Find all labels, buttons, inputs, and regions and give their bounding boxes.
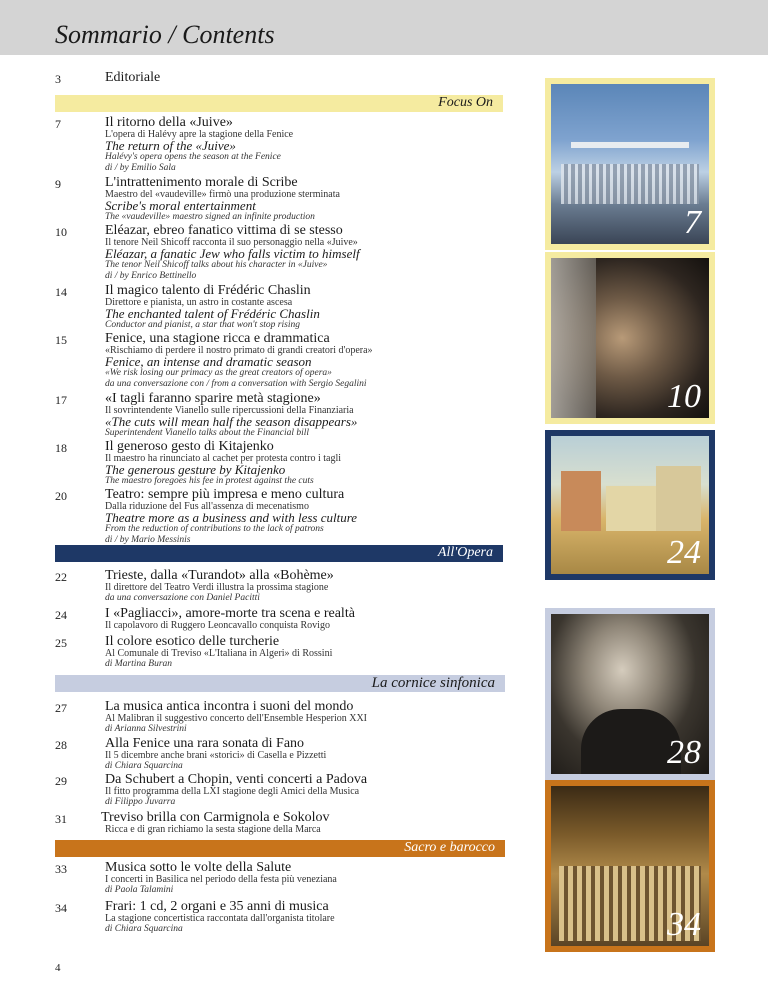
entry-subtitle: Il maestro ha rinunciato al cachet per protesta contro i tagli (105, 453, 342, 464)
section-bar-focus-on (55, 95, 503, 112)
entry-title: Musica sotto le volte della Salute (105, 860, 292, 875)
section-bar-all-opera (55, 545, 503, 562)
page-number: 34 (55, 901, 67, 915)
entry-subtitle-en: The tenor Neil Shicoff talks about his character in «Juive» (105, 260, 328, 270)
page-number: 10 (55, 225, 67, 239)
thumb-page-28[interactable] (545, 608, 715, 780)
entry-title: Da Schubert a Chopin, venti concerti a Padova (105, 772, 368, 787)
entry-title-en: The return of the «Juive» (105, 138, 236, 153)
entry-author: di / by Enrico Bettinello (105, 271, 197, 281)
image-page-number: 28 (667, 734, 701, 771)
page-title: Sommario / Contents (55, 20, 275, 49)
image-page-number: 34 (667, 906, 701, 943)
entry-subtitle-en: The maestro foregoes his fee in protest against the cuts (105, 476, 314, 486)
entry-author: di Arianna Silvestrini (105, 724, 187, 734)
page-number: 3 (55, 72, 61, 86)
thumb-page-24[interactable] (545, 430, 715, 580)
entry-title-en: The generous gesture by Kitajenko (105, 462, 286, 477)
entry-author: da una conversazione con Daniel Pacitti (105, 593, 260, 603)
entry-title: Frari: 1 cd, 2 organi e 35 anni di musica (105, 899, 329, 914)
entry-subtitle-en: Superintendent Vianello talks about the Financial bill (105, 428, 310, 438)
entry-title: I «Pagliacci», amore-morte tra scena e realtà (105, 606, 355, 621)
entry-subtitle: Al Malibran il suggestivo concerto dell'Ensemble Hesperion XXI (105, 713, 368, 724)
entry-title: Treviso brilla con Carmignola e Sokolov (101, 810, 330, 825)
entry-title-en: Scribe's moral entertainment (105, 198, 256, 213)
entry-author: di / by Emilio Sala (105, 163, 176, 173)
entry-subtitle: Direttore e pianista, un astro in costante ascesa (105, 297, 293, 308)
entry-subtitle-en: The «vaudeville» maestro signed an infinite production (105, 212, 315, 222)
page-number: 20 (55, 489, 67, 503)
entry-title: Il magico talento di Frédéric Chaslin (105, 283, 311, 298)
entry-title-en: «The cuts will mean half the season disappears» (105, 414, 358, 429)
entry-author: di Filippo Juvarra (105, 797, 176, 807)
page-number: 25 (55, 636, 67, 650)
entry-subtitle-en: Conductor and pianist, a star that won't stop rising (105, 320, 300, 330)
entry-subtitle: «Rischiamo di perdere il nostro primato di grandi creatori d'opera» (105, 345, 373, 356)
entry-author: di / by Mario Messinis (105, 535, 191, 545)
entry-author: da una conversazione con / from a conversation with Sergio Segalini (105, 379, 367, 389)
entry-subtitle: Il 5 dicembre anche brani «storici» di Casella e Pizzetti (105, 750, 327, 761)
entry-title: Teatro: sempre più impresa e meno cultura (105, 487, 345, 502)
section-title: La cornice sinfonica (371, 675, 495, 691)
entry-author: di Chiara Squarcina (105, 924, 183, 934)
entry-subtitle: Al Comunale di Treviso «L'Italiana in Algeri» di Rossini (105, 648, 333, 659)
image-page-number: 7 (684, 204, 701, 241)
section-title: Sacro e barocco (404, 840, 495, 855)
entry-subtitle: La stagione concertistica raccontata dall'organista titolare (105, 913, 335, 924)
entry-title: «I tagli faranno sparire metà stagione» (105, 391, 321, 406)
page-number: 28 (55, 738, 67, 752)
entry-subtitle: Il direttore del Teatro Verdi illustra la prossima stagione (105, 582, 329, 593)
entry-title-en: Theatre more as a business and with less culture (105, 510, 358, 525)
page-number: 27 (55, 701, 67, 715)
entry-title: Editoriale (105, 70, 161, 85)
entry-title: Alla Fenice una rara sonata di Fano (105, 736, 305, 751)
image-page-number: 10 (667, 378, 701, 415)
entry-subtitle: Dalla riduzione del Fus all'assenza di mecenatismo (105, 501, 309, 512)
entry-title-en: Eléazar, a fanatic Jew who falls victim to himself (105, 246, 360, 261)
section-title: Focus On (438, 95, 493, 110)
entry-subtitle-en: From the reduction of contributions to the lack of patrons (105, 524, 324, 534)
entry-title-en: Fenice, an intense and dramatic season (105, 354, 312, 369)
entry-title: Il colore esotico delle turcherie (105, 634, 280, 649)
portrait-photo (551, 614, 709, 774)
section-title: All'Opera (437, 545, 493, 560)
stage-photo (551, 84, 709, 244)
entry-subtitle: L'opera di Halévy apre la stagione della Fenice (105, 129, 294, 140)
organ-photo (551, 786, 709, 946)
entry-subtitle: Maestro del «vaudeville» firmò una produzione sterminata (105, 189, 340, 200)
page-number: 9 (55, 177, 61, 191)
page-number: 33 (55, 862, 67, 876)
thumb-page-34[interactable] (545, 780, 715, 952)
entry-title: La musica antica incontra i suoni del mondo (105, 699, 354, 714)
thumb-page-7[interactable] (545, 78, 715, 250)
entry-subtitle-en: «We risk losing our primacy as the great creators of opera» (105, 368, 332, 378)
section-bar-cornice-sinfonica (55, 675, 505, 692)
entry-subtitle: Il capolavoro di Ruggero Leoncavallo conquista Rovigo (105, 620, 330, 631)
entry-subtitle: I concerti in Basilica nel periodo della festa più veneziana (105, 874, 337, 885)
page-number: 15 (55, 333, 67, 347)
page-number: 24 (55, 608, 67, 622)
page-number: 29 (55, 774, 67, 788)
entry-subtitle: Il sovrintendente Vianello sulle ripercussioni della Finanziaria (105, 405, 354, 416)
entry-title: Il ritorno della «Juive» (105, 115, 233, 130)
page-number: 14 (55, 285, 67, 299)
page-number: 18 (55, 441, 67, 455)
entry-subtitle: Il tenore Neil Shicoff racconta il suo personaggio nella «Juive» (105, 237, 358, 248)
header-bar (0, 0, 768, 55)
image-page-number: 24 (667, 534, 701, 571)
page-footer-number: 4 (55, 962, 61, 974)
page-number: 31 (55, 812, 67, 826)
entry-title: Trieste, dalla «Turandot» alla «Bohème» (105, 568, 334, 583)
entry-author: di Martina Buran (105, 659, 173, 669)
thumb-page-10[interactable] (545, 252, 715, 424)
entry-title: Eléazar, ebreo fanatico vittima di se stesso (105, 223, 343, 238)
entry-title-en: The enchanted talent of Frédéric Chaslin (105, 306, 320, 321)
page-number: 22 (55, 570, 67, 584)
entry-author: di Chiara Squarcina (105, 761, 183, 771)
entry-title: L'intrattenimento morale di Scribe (105, 175, 298, 190)
page-number: 7 (55, 117, 61, 131)
section-bar-sacro-barocco (55, 840, 505, 857)
entry-subtitle: Ricca e di gran richiamo la sesta stagione della Marca (105, 824, 321, 835)
entry-subtitle-en: Halévy's opera opens the season at the Fenice (105, 152, 281, 162)
entry-subtitle: Il fitto programma della LXI stagione degli Amici della Musica (105, 786, 360, 797)
entry-author: di Paola Talamini (105, 885, 174, 895)
entry-title: Il generoso gesto di Kitajenko (105, 439, 274, 454)
tenor-photo (551, 258, 709, 418)
painting-image (551, 436, 709, 574)
page-number: 17 (55, 393, 67, 407)
entry-title: Fenice, una stagione ricca e drammatica (105, 331, 330, 346)
